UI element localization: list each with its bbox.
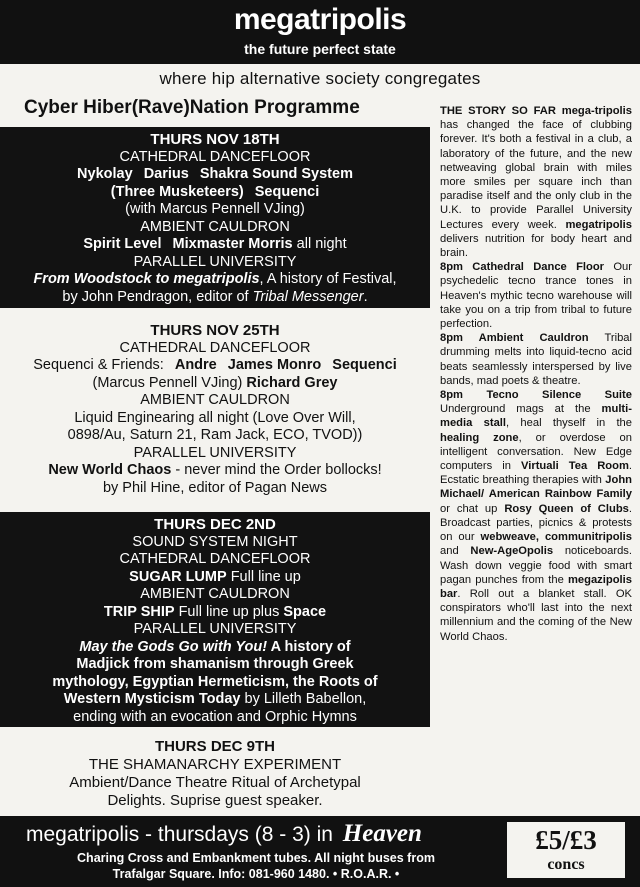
act-name: Shakra Sound System	[199, 166, 353, 182]
publication: Tribal Messenger	[252, 288, 364, 305]
event-date: THURS NOV 18TH	[150, 131, 280, 148]
lecture-line	[0, 271, 430, 289]
programme-title: Cyber Hiber(Rave)Nation Programme	[24, 97, 360, 118]
section-heading: 8pm Ambient Cauldron	[440, 332, 589, 345]
acts-line	[0, 375, 430, 393]
lecture-title: From Woodstock to megatripolis	[33, 271, 260, 287]
tagline: where hip alternative society congregates	[159, 69, 481, 88]
act-name: Spirit Level	[83, 236, 162, 252]
act-name: Darius	[143, 166, 189, 182]
event-title: THE SHAMANARCHY EXPERIMENT	[88, 756, 342, 773]
story-text: Our psychedelic tecno trance tones in Heaven's mythic tecno warehouse will take you on a trip from tribal to future perfection.	[440, 261, 632, 331]
lecture-line	[0, 639, 430, 657]
lecture-desc: Madjick from shamanism through Greek	[76, 656, 354, 672]
brand-name: mega-tripolis	[561, 105, 632, 117]
footer-headline	[26, 820, 422, 849]
story-text: and	[440, 545, 471, 558]
venue-cauldron: AMBIENT CAULDRON	[140, 586, 290, 602]
concessions-label: concs	[547, 856, 585, 873]
brand-name: megatripolis	[565, 218, 632, 231]
venue-cathedral: CATHEDRAL DANCEFLOOR	[119, 551, 311, 567]
price-text: £5/£3	[535, 825, 597, 855]
acts-line	[0, 357, 430, 375]
lecture-desc: mythology, Egyptian Hermeticism, the Roots of	[52, 673, 378, 690]
lecture-by	[0, 691, 430, 709]
story-text: . Roll out a blanket stall. OK conspirators who'll last into the next millennium and the coming of the New World Chaos.	[440, 587, 632, 643]
act-name: SUGAR LUMP	[129, 568, 227, 585]
act-name: Richard Grey	[246, 374, 338, 391]
story-text: . Broadcast parties, picnics & protests on our	[440, 502, 632, 544]
lecture-title: New World Chaos	[48, 462, 172, 478]
story-section	[440, 260, 632, 331]
lecture-desc: - never mind the Order bollocks!	[171, 462, 382, 478]
section-heading: 8pm Cathedral Dance Floor	[440, 261, 605, 274]
act-name: Sequenci	[254, 183, 320, 200]
event-desc: Ambient/Dance Theatre Ritual of Archetypal	[69, 774, 361, 791]
act-name: Space	[283, 603, 327, 620]
act-name: James Monro	[227, 357, 322, 373]
act-name: (Three Musketeers)	[110, 183, 244, 200]
event-date: THURS NOV 25TH	[150, 322, 280, 339]
cauldron-acts: 0898/Au, Saturn 21, Ram Jack, ECO, TVOD))	[67, 427, 363, 443]
story-text: . Ecstatic breathing therapies with	[440, 460, 632, 487]
event-nov-18	[0, 127, 430, 308]
story-section	[440, 331, 632, 388]
story-highlight: multi-media stall	[440, 403, 632, 430]
act-name: Andre	[174, 357, 217, 373]
venue-cathedral: CATHEDRAL DANCEFLOOR	[119, 339, 311, 356]
event-date: THURS DEC 2ND	[154, 516, 276, 533]
event-date: THURS DEC 9TH	[154, 738, 275, 755]
venue-university: PARALLEL UNIVERSITY	[133, 444, 297, 461]
act-name: Mixmaster Morris	[172, 236, 293, 252]
act-note: all night	[296, 236, 347, 252]
event-dec-2	[0, 512, 430, 727]
cauldron-acts	[0, 604, 430, 622]
price-badge	[507, 822, 625, 878]
cauldron-acts	[0, 236, 430, 254]
footer-info	[36, 850, 476, 882]
venue-university: PARALLEL UNIVERSITY	[133, 621, 297, 637]
lecture-desc: A history of	[270, 638, 351, 655]
story-highlight: megazipolis bar	[440, 573, 632, 600]
story-column	[440, 104, 632, 644]
acts-line	[0, 166, 430, 184]
transport-info: Charing Cross and Embankment tubes. All night buses from	[77, 851, 435, 865]
venue-university: PARALLEL UNIVERSITY	[133, 253, 297, 270]
flyer-subtitle: the future perfect state	[244, 41, 396, 57]
venue-cauldron: AMBIENT CAULDRON	[140, 392, 290, 408]
story-section	[440, 388, 632, 644]
event-desc: Delights. Suprise guest speaker.	[107, 792, 323, 809]
sound-system-night: SOUND SYSTEM NIGHT	[132, 533, 298, 550]
story-highlight: healing zone	[440, 431, 519, 444]
story-highlight: New-AgeOpolis	[470, 545, 554, 558]
lecture-author: by Lilleth Babellon,	[244, 691, 367, 707]
lecture-desc: ending with an evocation and Orphic Hymns	[73, 708, 357, 725]
act-name: Nykolay	[77, 166, 133, 182]
contact-info: Trafalgar Square. Info: 081-960 1480. • R.O.A.R. •	[112, 867, 400, 881]
story-text: or chat up	[440, 502, 505, 515]
act-name: TRIP SHIP	[103, 603, 175, 620]
venue-cathedral: CATHEDRAL DANCEFLOOR	[119, 148, 311, 165]
lecture-title: May the Gods Go with You!	[79, 638, 268, 655]
act-name: Sequenci	[332, 357, 397, 373]
act-note: Full line up	[230, 568, 301, 585]
lecture-by: by Phil Hine, editor of Pagan News	[102, 479, 328, 496]
cathedral-acts	[0, 569, 430, 587]
venue-logo: Heaven	[342, 820, 422, 847]
act-note: Full line up plus	[178, 603, 284, 620]
story-text: noticeboards. Wash down veggie food with smart pagan punches from the	[440, 545, 633, 586]
story-text: , heal thyself in the	[506, 417, 633, 430]
story-text: delivers nutrition for body heart and brain.	[440, 232, 632, 260]
acts-line	[0, 184, 430, 202]
event-nov-25	[0, 318, 430, 504]
story-highlight: Virtuali Tea Room	[520, 460, 629, 473]
story-text: Underground mags at the	[440, 403, 602, 416]
lecture-desc: Western Mysticism Today	[63, 691, 241, 707]
vj-note: (with Marcus Pennell VJing)	[125, 201, 305, 217]
story-highlight: Rosy Queen of Clubs	[504, 502, 629, 515]
story-text: , or overdose on intelligent conversation. New Edge computers in	[440, 431, 632, 473]
story-heading: THE STORY SO FAR	[440, 105, 556, 117]
event-dec-9	[0, 734, 430, 814]
flyer-title: megatripolis	[233, 3, 407, 36]
cauldron-acts: Liquid Enginearing all night (Love Over Will,	[74, 409, 356, 426]
footer-main-text: megatripolis - thursdays (8 - 3) in	[26, 823, 333, 846]
story-text: Tribal drumming melts into liquid-tecno acid beats seamlessly interspersed by live bands, mad poets & theatre.	[440, 332, 633, 387]
lecture-author: by John Pendragon, editor of	[62, 288, 253, 305]
story-intro	[440, 104, 632, 260]
lecture-line	[0, 462, 430, 480]
story-text: has changed the face of clubbing forever. It's both a festival in a club, a laboratory of the future, and the new netweaving global brain with miles more smiles per square inch than paradise itself and the only club in the U.K. to provide Parallel University Lectures every week.	[440, 119, 632, 231]
venue-cauldron: AMBIENT CAULDRON	[140, 218, 290, 235]
story-highlight: John Michael/ American Rainbow Family	[440, 474, 632, 501]
story-highlight: webweave, communitripolis	[480, 531, 632, 544]
lecture-desc: , A history of Festival,	[259, 271, 397, 287]
acts-intro: Sequenci & Friends:	[33, 357, 164, 373]
punctuation: .	[363, 288, 368, 305]
section-heading: 8pm Tecno Silence Suite	[440, 389, 632, 402]
lecture-by	[0, 289, 430, 307]
vj-note: (Marcus Pennell VJing)	[92, 374, 243, 391]
header-banner	[0, 0, 640, 64]
